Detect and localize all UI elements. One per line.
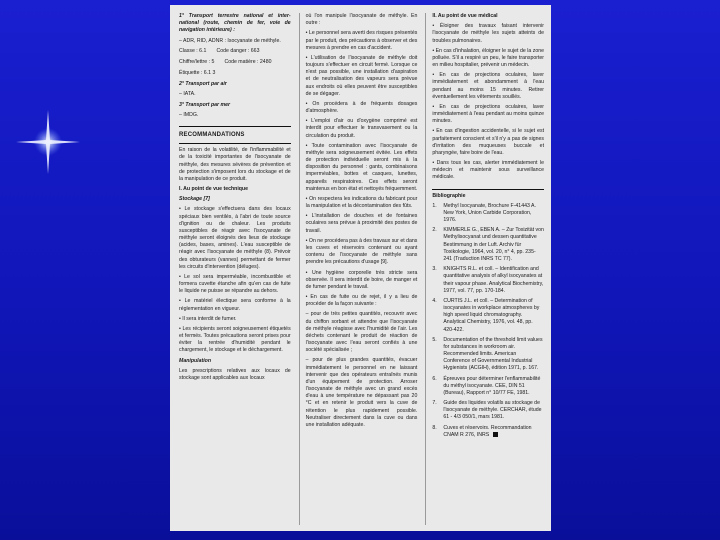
medical-para: • En cas de projections oculaires, laver immédiatement à l'eau pendant au moins quinze minutes. — [432, 103, 545, 125]
medical-para: • En cas d'inhalation, éloigner le sujet de la zone polluée. S'il a respiré un peu, le faire transporter en milieu hospitalier, prévenir un médecin. — [432, 47, 545, 69]
bibliography-item: 7. Guide des liquides volatils au stockage de l'isocyanate de méthyle. CERCHAR, étude 61 - 4/3 050/1, mars 1981. — [432, 400, 542, 421]
adr-line: – ADR, RID, ADNR : Isocyanate de méthyle. — [179, 37, 281, 44]
column-right — [425, 13, 544, 525]
recommandations-title: RECOMMANDATIONS — [179, 131, 245, 138]
middle-para: • On ne procédera pas à des travaux sur et dans les cuves et réservoirs contenant ou ayant contenu de l'isocyanate de méthyle sans prendre les précautions d'usage [9]. — [305, 237, 418, 266]
middle-para: • L'installation de douches et de fontaines oculaires sera prévue à proximité des postes de travail. — [305, 213, 418, 234]
iata-line: – IATA. — [179, 91, 196, 98]
medical-para: • En cas de projections oculaires, laver immédiatement et abondamment à l'eau pendant au moins 15 minutes. Retirer éventuellement les vêtements souillés. — [432, 72, 545, 100]
middle-para: • L'emploi d'air ou d'oxygène comprimé est interdit pour effectuer le transvasement ou la circulation du produit. — [305, 118, 418, 139]
section-rule — [179, 143, 291, 144]
stockage-title: Stockage [7] — [179, 196, 210, 203]
etiquette-line: Étiquette : 6.1 3 — [179, 70, 216, 77]
bibliography-item: 1. Methyl Isocyanate, Brochure F-41443 A. New York, Union Carbide Corporation, 1976. — [432, 202, 536, 224]
middle-para: • En cas de fuite ou de rejet, il y a lieu de procéder de la façon suivante : — [305, 294, 418, 308]
bibliography-item: 3. KNIGHTS R.L. et coll. – Identification and quantitative analysis of alkyl isocyanates at their vapour phase. Analytical Biochemistry, 1977, vol. 77, pp. 170-184. — [432, 266, 544, 294]
middle-para: • Le personnel sera averti des risques présentés par le produit, des précautions à observer et des mesures à prendre en cas d'accident. — [305, 30, 418, 51]
middle-para: • Une hygiène corporelle très stricte sera observée. Il sera interdit de boire, de manger et de fumer pendant le travail. — [305, 269, 418, 290]
air-title: 2° Transport par air — [179, 81, 227, 88]
section-medical-title: II. Au point de vue médical — [432, 13, 498, 19]
document-page — [170, 5, 551, 531]
bibliography-item: 2. KIMMERLE G., EBEN A. – Zur Toxizität von Methylisocyanat und dessen quantitative Bestimmung in der Luft. Archiv für Toxikologie, 1964, vol. 20, n° 4, pp. 235-241 (Traduction INRS TC 77). — [432, 227, 544, 262]
bibliography-item: 4. CURTIS J.L. et coll. – Determination of isocyanates in workplace atmospheres by high speed liquid chromatography. Analytical Chemistry, 1976, vol. 48, pp. 420-422. — [432, 297, 540, 333]
manipulation-title: Manipulation — [179, 357, 211, 364]
section-technique-title: I. Au point de vue technique — [179, 186, 248, 193]
bibliographie-title: Bibliographie — [432, 192, 466, 199]
recommandations-para: En raison de la volatilité, de l'inflammabilité et de la toxicité importantes de l'isocyanate de méthyle, des mesures sévères de prévention et de protection s'imposent lors du stockage et de la manipulation de ce produit. — [179, 147, 291, 182]
bibliography-item: 8. Cuves et réservoirs. Recommandation CNAM R 276, INRS — [432, 424, 532, 438]
column-middle — [299, 13, 418, 525]
column-left — [179, 13, 291, 525]
mer-title: 3° Transport par mer — [179, 101, 230, 108]
middle-para: • On respectera les indications du fabricant pour la manipulation et la décontamination des fûts. — [305, 195, 418, 210]
medical-para: • Éloigner des travaux faisant intervenir l'isocyanate de méthyle les sujets atteints de troubles pulmonaires. — [432, 23, 545, 44]
transport-title: 1° Transport terrestre national et inter-national (route, chemin de fer, voie de navigation intérieure) : — [179, 13, 291, 34]
bibliography-item: 6. Épreuves pour déterminer l'enflammabilité du méthyl isocyanate. CEE, DIN 51 (Bureau), Rapport n° 10/77 FE, 1981. — [432, 375, 541, 396]
bibliography-item: 5. Documentation of the threshold limit values for substances in workroom air. Recommended limits. American Conference of Governmental Industrial Hygienists (ACGIH), édition 1971, p. 167. — [432, 336, 543, 372]
stockage-para: • Les récipients seront soigneusement étiquetés et fermés. Toutes précautions seront prises pour éviter la rentrée d'humidité pendant le chargement, le stockage et le déchargement. — [179, 325, 291, 354]
middle-para: • On procédera à de fréquents dosages d'atmosphère. — [305, 100, 418, 115]
stockage-para: • Le sol sera imperméable, incombustible et formera cuvette étanche afin qu'en cas de fuite le liquide ne puisse se répandre au dehors. — [179, 273, 291, 295]
middle-para: • Toute contamination avec l'isocyanate de méthyle sera soigneusement évitée. Les effets de protection individuelle seront mis à la disposition du personnel : gants, combinaisons imperméables, bottes et casques, lunettes, appareils respiratoires. Ces effets seront maintenus en bon état et nettoyés fréquemment. — [305, 142, 418, 192]
middle-para: où l'on manipule l'isocyanate de méthyle. En outre : — [305, 13, 418, 27]
middle-para: – pour de plus grandes quantités, évacuer immédiatement le personnel en ne laissant intervenir que des opérateurs entraînés munis d'un équipement de protection. Arroser l'isocyanate de méthyle avec un grand excès d'eau à une température ne dépassant pas 20 °C et en retenir le produit vers la cuve de rétention le plus rapidement possible. Neutraliser directement dans la cuve ou dans une installation adéquate. — [305, 357, 418, 428]
sparkle-icon — [14, 108, 82, 176]
middle-para: • L'utilisation de l'isocyanate de méthyle doit toujours s'effectuer en circuit fermé. Lorsque ce n'est pas possible, une installation d'aspiration et de neutralisation des vapeurs sera prévue aux endroits où elles peuvent être susceptibles de se dégager. — [305, 54, 418, 97]
section-rule — [179, 126, 291, 127]
stockage-para: • Il sera interdit de fumer. — [179, 315, 237, 322]
classe-line: Classe : 6.1 Code danger : 663 — [179, 47, 260, 54]
medical-para: • En cas d'ingestion accidentelle, si le sujet est parfaitement conscient et s'il n'y a pas de signes d'irritation des muqueuses buccale et pharyngée, faire boire de l'eau. — [432, 128, 545, 156]
end-of-article-mark — [493, 432, 498, 437]
middle-para: – pour de très petites quantités, recouvrir avec du chiffon sorbant et attendre que l'isocyanate de méthyle réagisse avec l'humidité de l'air. Les déchets contenant le produit de réaction de l'isocyanate avec l'eau seront confiés à une société spécialisée ; — [305, 311, 418, 354]
manipulation-para: Les prescriptions relatives aux locaux de stockage sont applicables aux locaux — [179, 367, 291, 381]
section-rule — [432, 189, 544, 190]
ordre-line: Chiffre/lettre : 5 Code matière : 2480 — [179, 58, 272, 65]
medical-para: • Dans tous les cas, alerter immédiatement le médecin et maintenir sous surveillance médicale. — [432, 160, 545, 181]
bibliography-list — [432, 203, 544, 442]
imdg-line: – IMDG. — [179, 111, 199, 118]
stockage-para: • Le stockage s'effectuera dans des locaux spéciaux bien ventilés, à l'abri de toute source d'ignition ou de chaleur. Les produits susceptibles de réagir avec l'isocyanate de méthyle seront éloignés des lieux de stockage (acides, bases, amines). L'eau susceptible de réagir avec l'isocyanate de méthyle (8). Prévoir des obturateurs (vannes) permettant de fermer les circuits d'intervention (déluges). — [179, 206, 291, 270]
stockage-para: • Le matériel électique sera conforme à la réglementation en vigueur. — [179, 298, 291, 312]
